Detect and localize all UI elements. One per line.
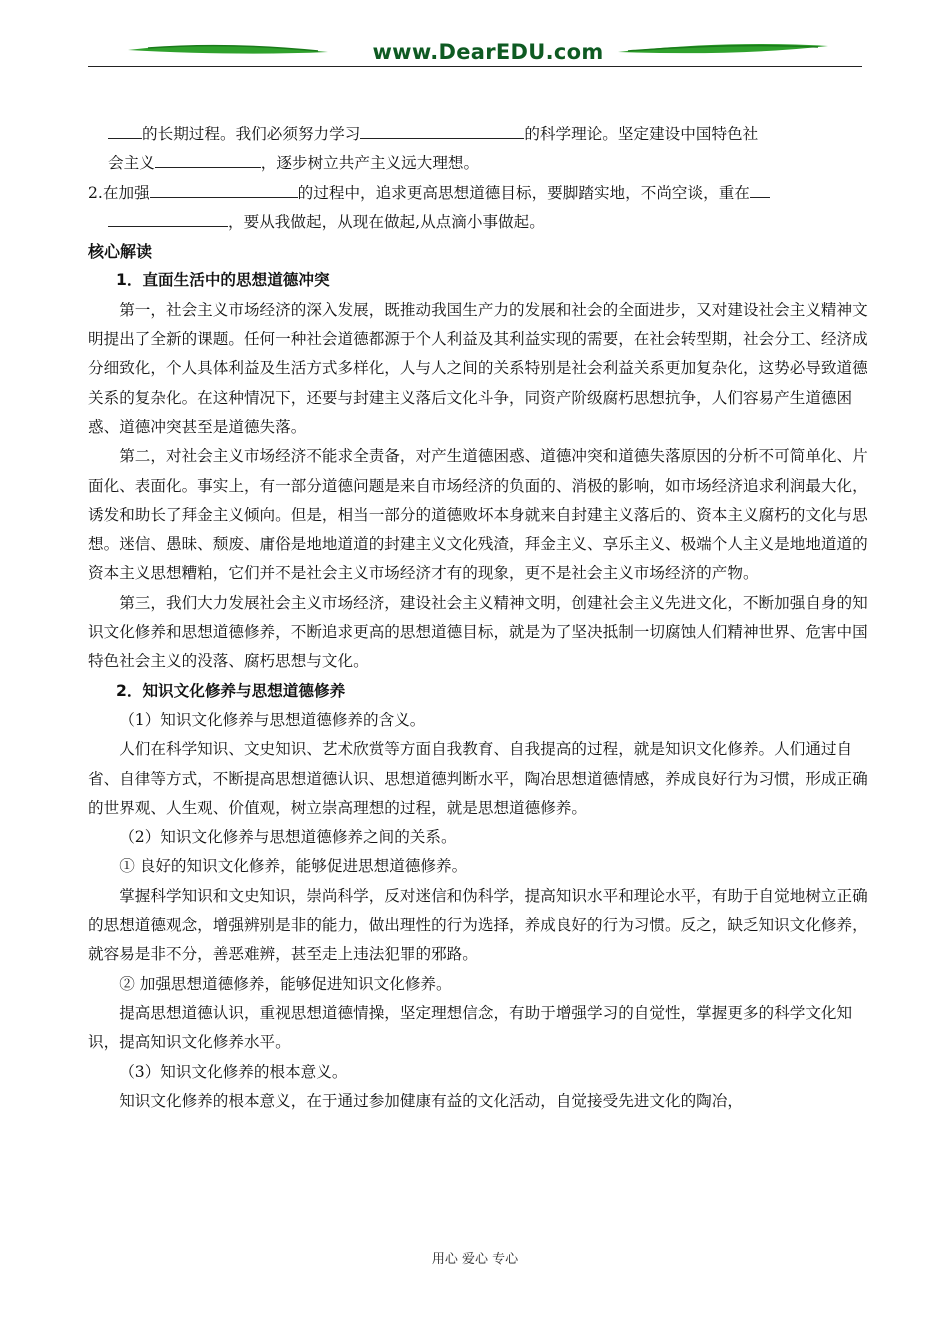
- site-brand[interactable]: www.DearEDU.com: [372, 40, 604, 64]
- blank-field[interactable]: [750, 181, 770, 198]
- blank-field[interactable]: [108, 210, 228, 227]
- question-2: 2.在加强 的过程中，追求更高思想道德目标，要脚踏实地，不尚空谈，重在: [88, 179, 868, 208]
- paragraph-7: 知识文化修养的根本意义，在于通过参加健康有益的文化活动，自觉接受先进文化的陶冶，: [119, 1091, 743, 1110]
- blank-field[interactable]: [360, 122, 524, 139]
- page-header: [88, 30, 862, 70]
- item-2: （2）知识文化修养与思想道德修养之间的关系。: [119, 828, 457, 847]
- blank-field[interactable]: [108, 122, 142, 139]
- heading-1: 1．直面生活中的思想道德冲突: [116, 271, 330, 290]
- item-2a: ① 良好的知识文化修养，能够促进思想道德修养。: [119, 857, 468, 876]
- paragraph-6: 提高思想道德认识，重视思想道德情操，坚定理想信念，有助于增强学习的自觉性，掌握更多的科学文化知识，提高知识文化修养水平。: [88, 1003, 853, 1052]
- section-title: 核心解读: [88, 242, 153, 262]
- header-rule: [88, 66, 862, 67]
- intro-line-1: 的长期过程。我们必须努力学习 的科学理论。坚定建设中国特色社: [88, 120, 868, 149]
- heading-2: 2．知识文化修养与思想道德修养: [116, 681, 346, 700]
- blank-field[interactable]: [150, 181, 298, 198]
- document-body: [88, 120, 868, 1116]
- item-3: （3）知识文化修养的根本意义。: [119, 1062, 348, 1081]
- question-2-cont: ，要从我做起，从现在做起,从点滴小事做起。: [88, 208, 868, 237]
- intro-line-2: 会主义 ，逐步树立共产主义远大理想。: [88, 149, 868, 178]
- paragraph-2: 第二，对社会主义市场经济不能求全责备，对产生道德困惑、道德冲突和道德失落原因的分析不可简单化、片面化、表面化。事实上，有一部分道德问题是来自市场经济的负面的、消极的影响，如市场经济追求利润最大化，诱发和助长了拜金主义倾向。但是，相当一部分的道德败坏本身就来自封建主义落后的、资本主义腐朽的文化与思想。迷信、愚昧、颓废、庸俗是地地道道的封建主义文化残渣，拜金主义、享乐主义、极端个人主义是地地道道的资本主义思想糟粕，它们并不是社会主义市场经济才有的现象，更不是社会主义市场经济的产物。: [88, 447, 868, 583]
- item-2b: ② 加强思想道德修养，能够促进知识文化修养。: [119, 974, 452, 993]
- item-1: （1）知识文化修养与思想道德修养的含义。: [119, 710, 426, 729]
- blank-field[interactable]: [155, 151, 261, 168]
- paragraph-5: 掌握科学知识和文史知识，崇尚科学，反对迷信和伪科学，提高知识水平和理论水平，有助于自觉地树立正确的思想道德观念，增强辨别是非的能力，做出理性的行为选择，养成良好的行为习惯。反之，缺乏知识文化修养，就容易是非不分，善恶难辨，甚至走上违法犯罪的邪路。: [88, 886, 868, 964]
- paragraph-1: 第一，社会主义市场经济的深入发展，既推动我国生产力的发展和社会的全面进步，又对建设社会主义精神文明提出了全新的课题。任何一种社会道德都源于个人利益及其利益实现的需要，在社会转型期，社会分工、经济成分细致化，个人具体利益及生活方式多样化，人与人之间的关系特别是社会利益关系更加复杂化，这势必导致道德关系的复杂化。在这种情况下，还要与封建主义落后文化斗争，同资产阶级腐朽思想抗争，人们容易产生道德困惑、道德冲突甚至是道德失落。: [88, 300, 868, 436]
- paragraph-4: 人们在科学知识、文史知识、艺术欣赏等方面自我教育、自我提高的过程，就是知识文化修养。人们通过自省、自律等方式，不断提高思想道德认识、思想道德判断水平，陶冶思想道德情感，养成良好行为习惯，形成正确的世界观、人生观、价值观，树立崇高理想的过程，就是思想道德修养。: [88, 740, 868, 817]
- page-footer: 用心 爱心 专心: [431, 1252, 519, 1267]
- paragraph-3: 第三，我们大力发展社会主义市场经济，建设社会主义精神文明，创建社会主义先进文化，不断加强自身的知识文化修养和思想道德修养，不断追求更高的思想道德目标，就是为了坚决抵制一切腐蚀人们精神世界、危害中国特色社会主义的没落、腐朽思想与文化。: [88, 593, 868, 671]
